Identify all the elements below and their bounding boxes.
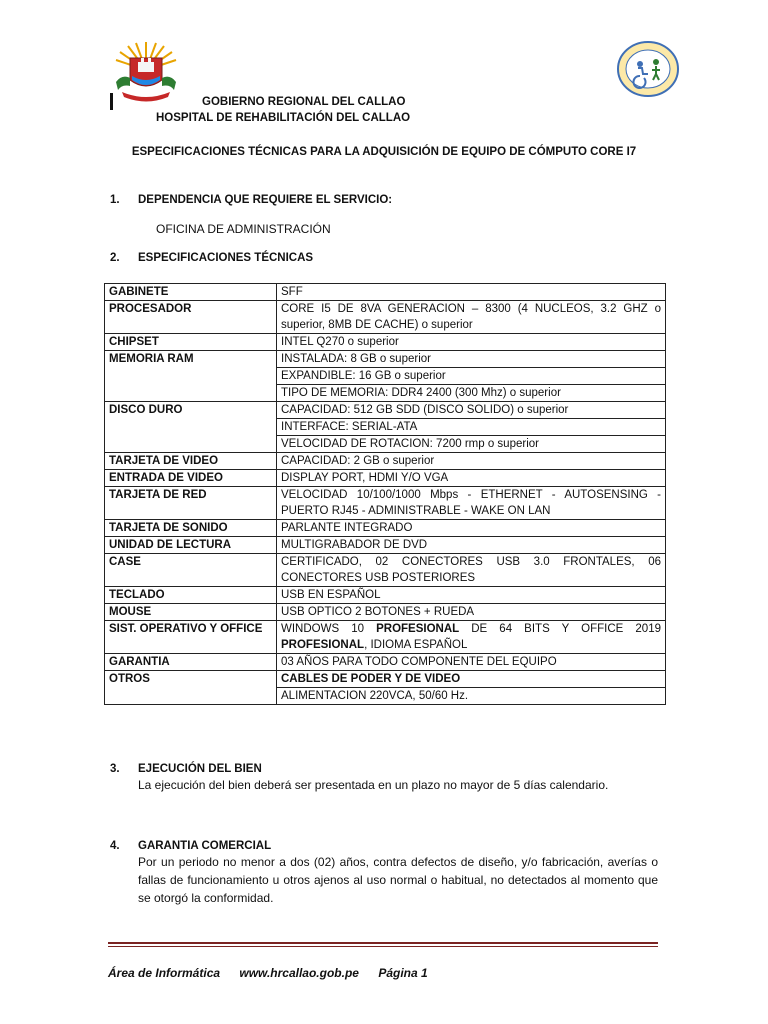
spec-value-text: INSTALADA: 8 GB o superior <box>281 353 431 365</box>
spec-value <box>277 284 666 301</box>
spec-value <box>277 587 666 604</box>
spec-value-text: PARLANTE INTEGRADO <box>281 522 413 534</box>
spec-value <box>277 419 666 436</box>
spec-value <box>277 520 666 537</box>
hospital-title: HOSPITAL DE REHABILITACIÓN DEL CALLAO <box>156 112 411 124</box>
table-row <box>105 334 666 351</box>
page-footer <box>108 966 444 980</box>
spec-value <box>277 301 666 334</box>
spec-value-text: SFF <box>281 286 303 298</box>
spec-value <box>277 671 666 688</box>
section-4-body: Por un periodo no menor a dos (02) años, contra defectos de diseño, y/o fabricación, averías o fallas de funcionamiento u otros ajenos al uso normal o habitual, no detectados al momento que se otorgó la conformidad. <box>138 855 658 905</box>
table-row <box>105 284 666 301</box>
table-row <box>105 520 666 537</box>
spec-label: SIST. OPERATIVO Y OFFICE <box>105 621 277 654</box>
section-1-title: DEPENDENCIA QUE REQUIERE EL SERVICIO: <box>138 194 393 206</box>
section-3-body: La ejecución del bien deberá ser presentada en un plazo no mayor de 5 días calendario. <box>138 778 609 792</box>
table-row <box>105 587 666 604</box>
spec-value-text: CAPACIDAD: 2 GB o superior <box>281 455 435 467</box>
spec-value-text: CAPACIDAD: 512 GB SDD (DISCO SOLIDO) o superior <box>281 404 569 416</box>
spec-value <box>277 368 666 385</box>
spec-value-text: USB EN ESPAÑOL <box>281 589 381 601</box>
spec-label: PROCESADOR <box>105 301 277 334</box>
spec-value <box>277 621 666 654</box>
spec-value-text: TIPO DE MEMORIA: DDR4 2400 (300 Mhz) o superior <box>281 387 561 399</box>
document-title: ESPECIFICACIONES TÉCNICAS PARA LA ADQUISICIÓN DE EQUIPO DE CÓMPUTO CORE I7 <box>131 146 637 158</box>
section-2-title: ESPECIFICACIONES TÉCNICAS <box>138 252 314 264</box>
table-row <box>105 604 666 621</box>
spec-value <box>277 554 666 587</box>
spec-value <box>277 385 666 402</box>
spec-label: OTROS <box>105 671 277 705</box>
spec-value-text: EXPANDIBLE: 16 GB o superior <box>281 370 446 382</box>
section-3-title: EJECUCIÓN DEL BIEN <box>138 763 262 775</box>
spec-label: TARJETA DE VIDEO <box>105 453 277 470</box>
spec-label: ENTRADA DE VIDEO <box>105 470 277 487</box>
section-4-number: 4. <box>110 840 120 852</box>
spec-value <box>277 351 666 368</box>
section-1-body: OFICINA DE ADMINISTRACIÓN <box>156 222 331 236</box>
spec-value-text: , IDIOMA ESPAÑOL <box>364 639 468 651</box>
table-row <box>105 487 666 520</box>
section-2-number: 2. <box>110 252 120 264</box>
spec-label: UNIDAD DE LECTURA <box>105 537 277 554</box>
footer-rule <box>108 942 658 944</box>
table-row <box>105 654 666 671</box>
spec-value-text: CERTIFICADO, 02 CONECTORES USB 3.0 FRONTALES, 06 CONECTORES USB POSTERIORES <box>281 556 661 584</box>
spec-label: TECLADO <box>105 587 277 604</box>
spec-label: MEMORIA RAM <box>105 351 277 402</box>
spec-value-text: CABLES DE PODER Y DE VIDEO <box>281 673 461 685</box>
spec-value-text: VELOCIDAD DE ROTACION: 7200 rmp o superior <box>281 438 539 450</box>
seal-icon <box>616 40 680 98</box>
spec-value-text: MULTIGRABADOR DE DVD <box>281 539 428 551</box>
spec-value-text: INTERFACE: SERIAL-ATA <box>281 421 418 433</box>
table-row <box>105 453 666 470</box>
section-1-number: 1. <box>110 194 120 206</box>
crest-icon <box>112 40 180 104</box>
spec-value-text: WINDOWS 10 <box>281 623 377 635</box>
spec-label: GARANTIA <box>105 654 277 671</box>
spec-label: GABINETE <box>105 284 277 301</box>
specifications-table <box>104 283 666 705</box>
spec-value-text: DE 64 BITS Y OFFICE 2019 <box>459 623 661 635</box>
section-3-number: 3. <box>110 763 120 775</box>
spec-value <box>277 334 666 351</box>
spec-value <box>277 537 666 554</box>
spec-value <box>277 402 666 419</box>
margin-mark <box>110 93 113 110</box>
spec-value-text: PROFESIONAL <box>376 623 460 635</box>
footer-website[interactable]: www.hrcallao.gob.pe <box>239 966 359 980</box>
spec-value <box>277 604 666 621</box>
table-row <box>105 402 666 419</box>
spec-value-text: ALIMENTACION 220VCA, 50/60 Hz. <box>281 690 469 702</box>
table-row <box>105 671 666 688</box>
government-title: GOBIERNO REGIONAL DEL CALLAO <box>202 96 406 108</box>
section-4-title: GARANTIA COMERCIAL <box>138 840 272 852</box>
spec-label: TARJETA DE SONIDO <box>105 520 277 537</box>
table-row <box>105 554 666 587</box>
spec-label: TARJETA DE RED <box>105 487 277 520</box>
spec-value <box>277 453 666 470</box>
regional-crest-logo <box>112 40 180 104</box>
spec-value-text: PROFESIONAL <box>281 639 365 651</box>
spec-value <box>277 688 666 705</box>
table-row <box>105 537 666 554</box>
spec-value <box>277 654 666 671</box>
spec-value-text: 03 AÑOS PARA TODO COMPONENTE DEL EQUIPO <box>281 656 557 668</box>
footer-area: Área de Informática <box>108 966 221 980</box>
spec-value-text: CORE I5 DE 8VA GENERACION – 8300 (4 NUCLEOS, 3.2 GHZ o superior, 8MB DE CACHE) o superior <box>281 303 661 331</box>
spec-value <box>277 470 666 487</box>
spec-label: DISCO DURO <box>105 402 277 453</box>
footer-page-number: Página 1 <box>378 966 428 980</box>
table-row <box>105 470 666 487</box>
footer-rule-thin <box>108 946 658 947</box>
spec-value-text: INTEL Q270 o superior <box>281 336 399 348</box>
spec-value-text: DISPLAY PORT, HDMI Y/O VGA <box>281 472 449 484</box>
spec-label: MOUSE <box>105 604 277 621</box>
table-row <box>105 351 666 368</box>
spec-value <box>277 436 666 453</box>
spec-value <box>277 487 666 520</box>
table-row <box>105 621 666 654</box>
spec-value-text: VELOCIDAD 10/100/1000 Mbps - ETHERNET - AUTOSENSING - PUERTO RJ45 - ADMINISTRABLE - WAKE ON LAN <box>281 489 661 517</box>
table-row <box>105 301 666 334</box>
spec-label: CASE <box>105 554 277 587</box>
hospital-seal-logo <box>616 40 680 98</box>
spec-value-text: USB OPTICO 2 BOTONES + RUEDA <box>281 606 475 618</box>
spec-label: CHIPSET <box>105 334 277 351</box>
